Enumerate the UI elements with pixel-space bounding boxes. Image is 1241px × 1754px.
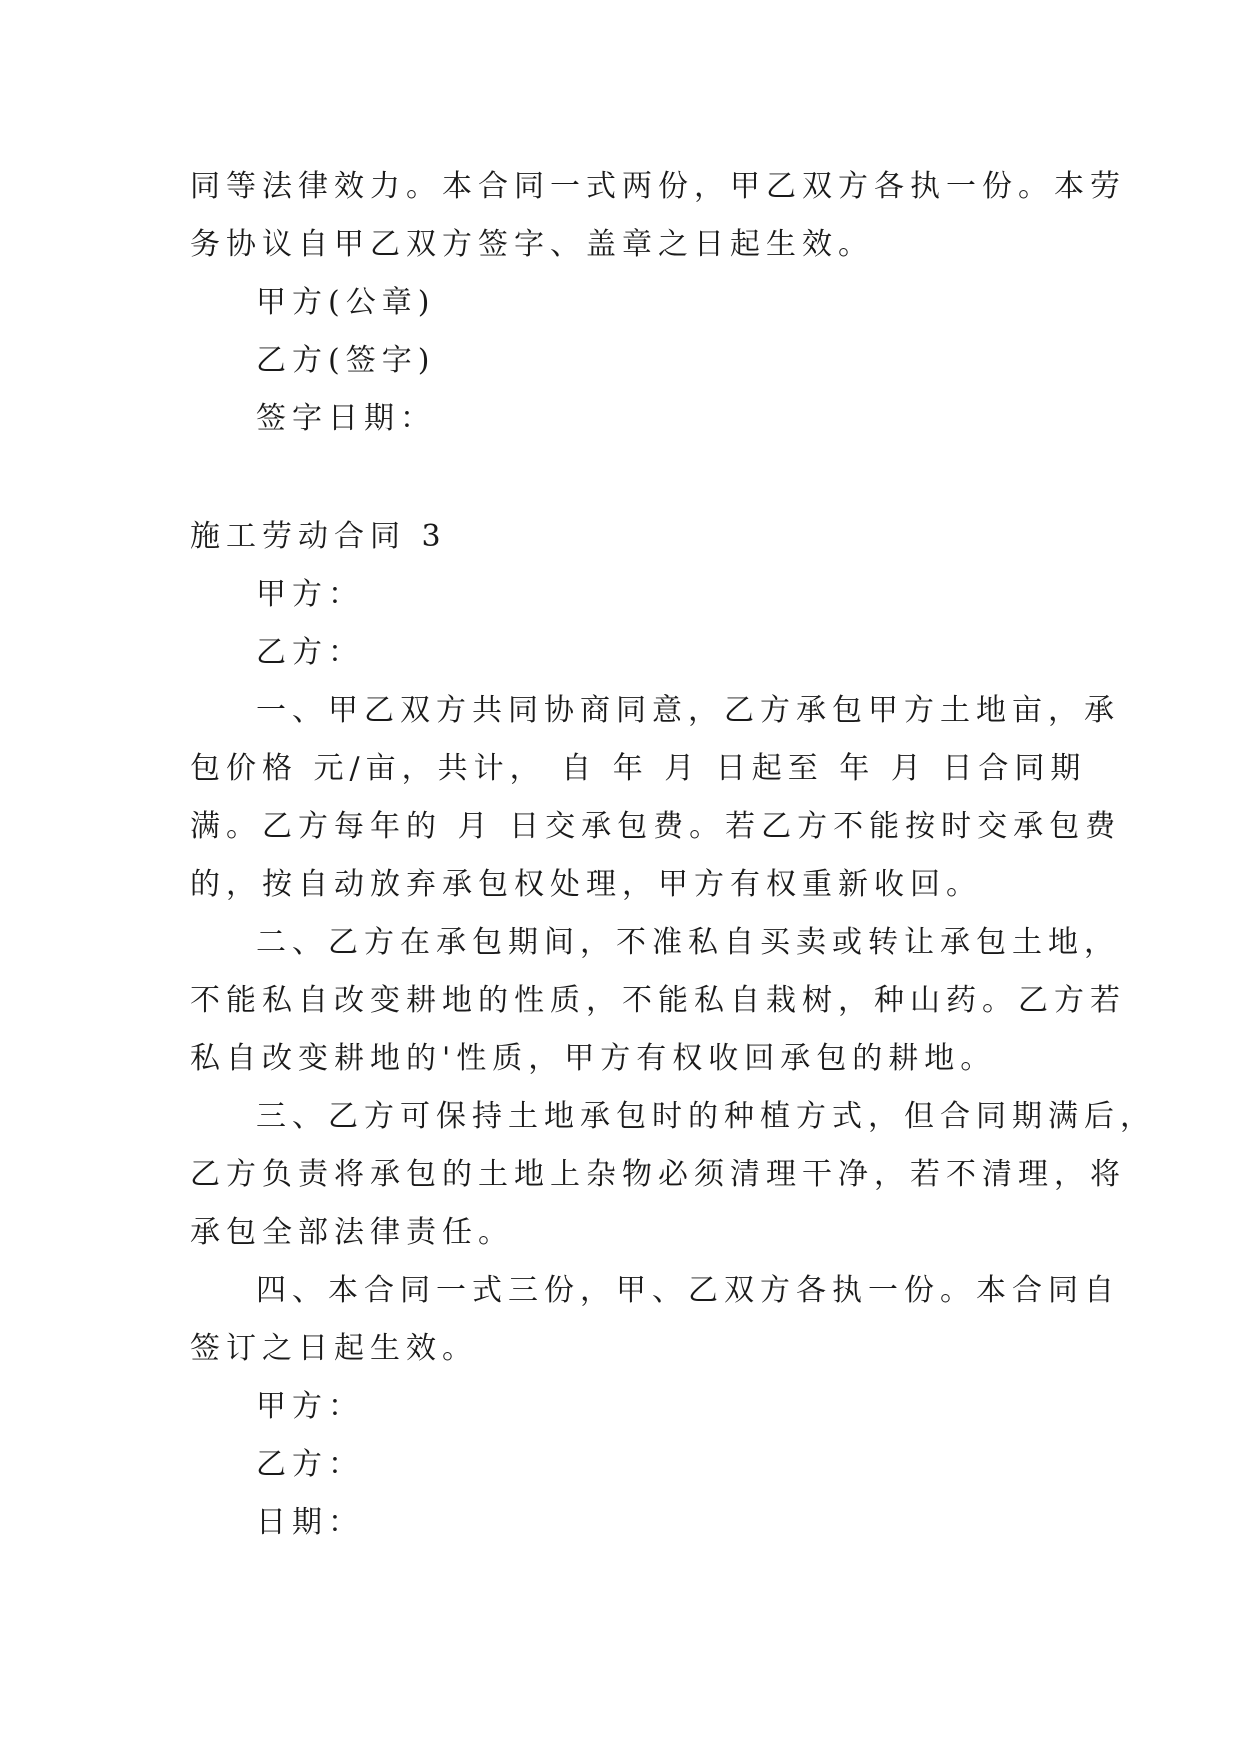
text-line: 三、乙方可保持土地承包时的种植方式，但合同期满后，: [256, 1099, 1156, 1134]
text-line: 日期：: [256, 1505, 364, 1540]
text-line: 承包全部法律责任。: [190, 1215, 514, 1250]
text-line: 务协议自甲乙双方签字、盖章之日起生效。: [190, 227, 874, 262]
text-line: 不能私自改变耕地的性质，不能私自栽树，种山药。乙方若: [190, 983, 1126, 1018]
text-line: 乙方：: [256, 635, 364, 670]
text-line: 二、乙方在承包期间，不准私自买卖或转让承包土地，: [256, 925, 1120, 960]
text-line: 甲方：: [256, 577, 364, 612]
text-line: 的，按自动放弃承包权处理，甲方有权重新收回。: [190, 867, 982, 902]
section-gap: [190, 448, 1055, 508]
text-line: 四、本合同一式三份，甲、乙双方各执一份。本合同自: [256, 1273, 1120, 1308]
text-line: 签字日期：: [256, 401, 436, 436]
text-line: 同等法律效力。本合同一式两份，甲乙双方各执一份。本劳: [190, 169, 1126, 204]
text-line: 乙方：: [256, 1447, 364, 1482]
text-line: 乙方负责将承包的土地上杂物必须清理干净，若不清理，将: [190, 1157, 1126, 1192]
text-line: 一、甲乙双方共同协商同意，乙方承包甲方土地亩，承: [256, 693, 1120, 728]
section-title: 施工劳动合同 3: [190, 519, 447, 554]
text-line: 满。乙方每年的 月 日交承包费。若乙方不能按时交承包费: [190, 809, 1122, 844]
text-line: 甲方：: [256, 1389, 364, 1424]
text-line: 包价格 元/亩，共计， 自 年 月 日起至 年 月 日合同期: [190, 751, 1087, 786]
text-line: 甲方(公章): [256, 285, 436, 320]
text-line: 私自改变耕地的'性质，甲方有权收回承包的耕地。: [190, 1041, 997, 1076]
text-line: 签订之日起生效。: [190, 1331, 478, 1366]
document-page: [190, 158, 1156, 1552]
text-line: 乙方(签字): [256, 343, 436, 378]
